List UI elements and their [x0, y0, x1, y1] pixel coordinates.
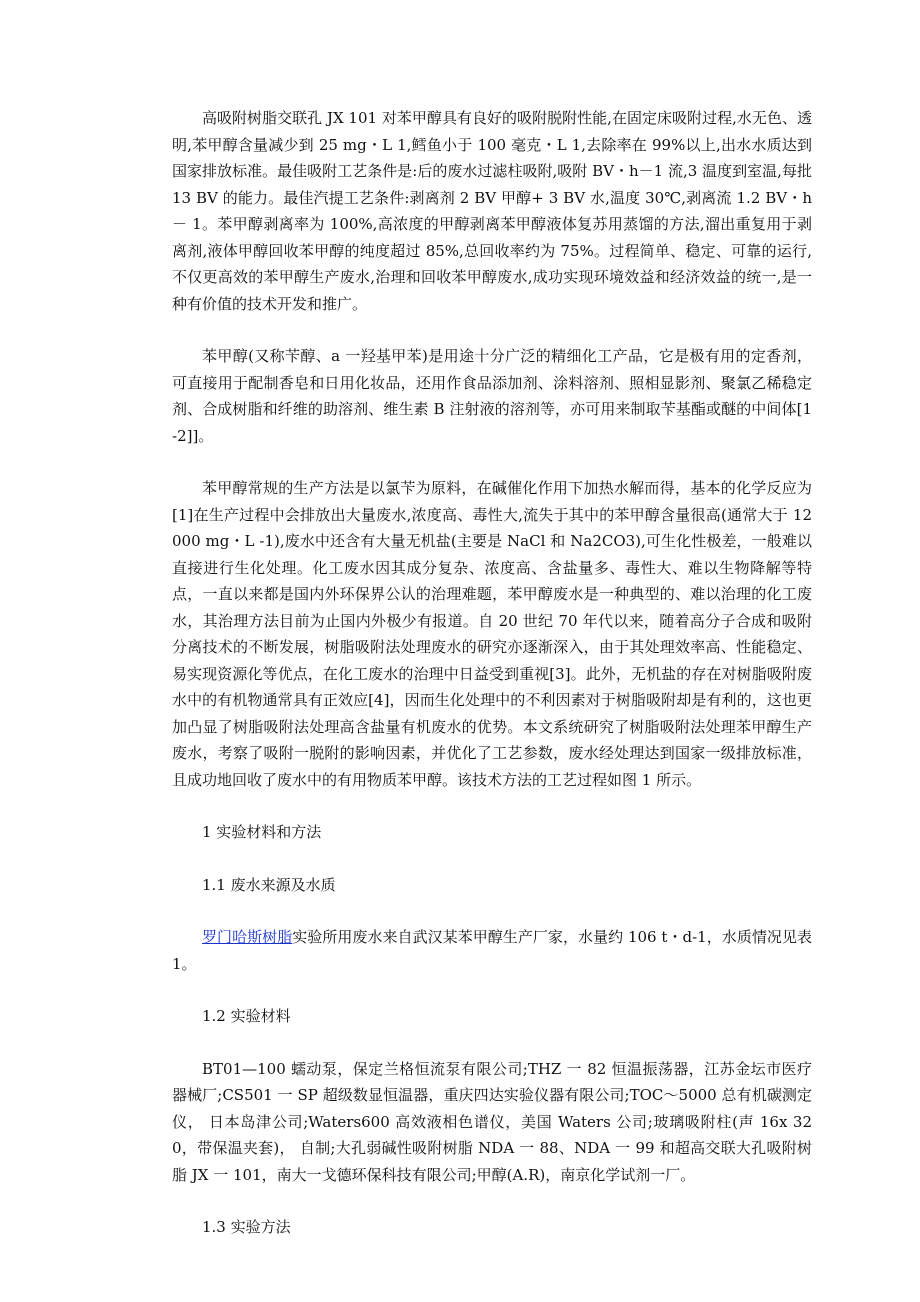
paragraph-materials: BT01—100 蠕动泵，保定兰格恒流泵有限公司;THZ 一 82 恒温振荡器，江苏金坛市医疗器械厂;CS501 一 SP 超级数显恒温器，重庆四达实验仪器有限公司;TOC～5000 总有机碳测定仪， 日本岛津公司;Waters600 高效液相色谱仪，美国 Waters 公司;玻璃吸附柱(声 16x 320，带保温夹套)， 自制;大孔弱碱性吸附树脂 NDA 一 88、NDA 一 99 和超高交联大孔吸附树脂 JX 一 101，南大一戈德环保科技有限公司;甲醇(A.R)，南京化学试剂一厂。	[172, 1059, 812, 1184]
paragraph-background: 苯甲醇常规的生产方法是以氯苄为原料，在碱催化作用下加热水解而得，基本的化学反应为[1]在生产过程中会排放出大量废水,浓度高、毒性大,流失于其中的苯甲醇含量很高(通常大于 12000 mg・L -1),废水中还含有大量无机盐(主要是 NaCl 和 Na2CO3),可生化性极差，一般难以直接进行生化处理。化工废水因其成分复杂、浓度高、含盐量多、毒性大、难以生物降解等特点，一直以来都是国内外环保界公认的治理难题，苯甲醇废水是一种典型的、难以治理的化工废水，其治理方法目前为止国内外极少有报道。自 20 世纪 70 年代以来，随着高分子合成和吸附分离技术的不断发展，树脂吸附法处理废水的研究亦逐渐深入，由于其处理效率高、性能稳定、易实现资源化等优点，在化工废水的治理中日益受到重视[3]。此外，无机盐的存在对树脂吸附废水中的有机物通常具有正效应[4]，因而生化处理中的不利因素对于树脂吸附却是有利的，这也更加凸显了树脂吸附法处理高含盐量有机废水的优势。本文系统研究了树脂吸附法处理苯甲醇生产废水，考察了吸附一脱附的影响因素，并优化了工艺参数，废水经处理达到国家一级排放标准，且成功地回收了废水中的有用物质苯甲醇。该技术方法的工艺过程如图 1 所示。	[172, 479, 812, 789]
paragraph-intro: 苯甲醇(又称苄醇、a 一羟基甲苯)是用途十分广泛的精细化工产品，它是极有用的定香剂，可直接用于配制香皂和日用化妆品，还用作食品添加剂、涂料溶剂、照相显影剂、聚氯乙稀稳定剂、合成树脂和纤维的助溶剂、维生素 B 注射液的溶剂等，亦可用来制取苄基酯或醚的中间体[1-2]]。	[172, 347, 812, 445]
section-heading-1: 1 实验材料和方法	[202, 823, 322, 841]
section-heading-1-3: 1.3 实验方法	[202, 1218, 291, 1236]
resin-link[interactable]: 罗门哈斯树脂	[202, 928, 293, 946]
paragraph-abstract: 高吸附树脂交联孔 JX 101 对苯甲醇具有良好的吸附脱附性能,在固定床吸附过程,水无色、透明,苯甲醇含量减少到 25 mg・L 1,鳕鱼小于 100 毫克・L 1,去除率在 99%以上,出水水质达到国家排放标准。最佳吸附工艺条件是:后的废水过滤柱吸附,吸附 BV・h－1 流,3 温度到室温,每批 13 BV 的能力。最佳汽提工艺条件:剥离剂 2 BV 甲醇+ 3 BV 水,温度 30℃,剥离流 1.2 BV・h － 1。苯甲醇剥离率为 100%,高浓度的甲醇剥离苯甲醇液体复苏用蒸馏的方法,溜出重复用于剥离剂,液体甲醇回收苯甲醇的纯度超过 85%,总回收率约为 75%。过程简单、稳定、可靠的运行,不仅更高效的苯甲醇生产废水,治理和回收苯甲醇废水,成功实现环境效益和经济效益的统一,是一种有价值的技术开发和推广。	[172, 109, 812, 313]
paragraph-wastewater-source	[172, 924, 812, 977]
wastewater-source-text: 实验所用废水来自武汉某苯甲醇生产厂家，水量约 106 t・d-1，水质情况见表 1。	[172, 928, 812, 973]
section-heading-1-2: 1.2 实验材料	[202, 1007, 291, 1025]
document-body	[172, 105, 812, 1241]
section-heading-1-1: 1.1 废水来源及水质	[202, 875, 336, 894]
